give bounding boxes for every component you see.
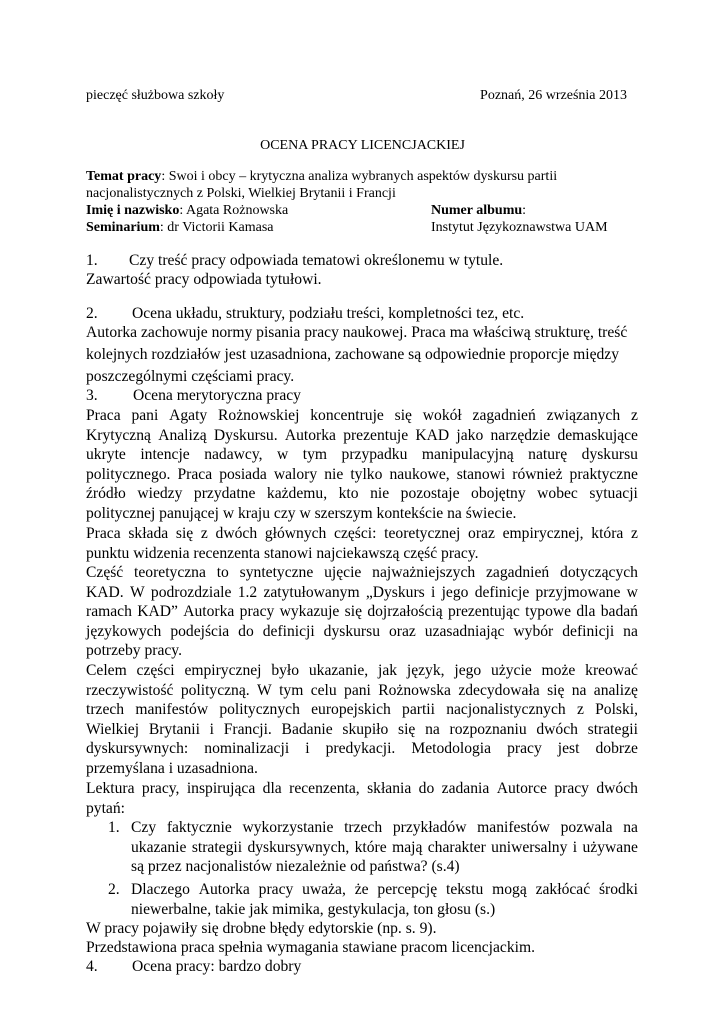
list-item-line: Dlaczego Autorka pracy uważa, że percepcję tekstu mogą zakłócać środki xyxy=(131,881,638,898)
editorial-errors-note: W pracy pojawiły się drobne błędy edytorskie (np. s. 9). xyxy=(86,920,437,937)
paragraph-4 xyxy=(86,661,638,779)
final-grade: Ocena pracy: bardzo dobry xyxy=(132,958,302,975)
paragraph-line: rzeczywistość polityczną. W tym celu pani Rożnowska zdecydowała się na analizę xyxy=(86,681,638,699)
paragraph-line: KAD. W podrozdziale 1.2 zatytułowanym „Dyskurs i jego definicje przyjmowane w xyxy=(86,583,638,601)
paragraph-line: dyskursywnych: nominalizacji i predykacji. Metodologia pracy jest dobrze xyxy=(86,740,638,758)
album-label: Numer albumu xyxy=(431,203,523,218)
answer-2-line-2: kolejnych rozdziałów jest uzasadniona, zachowane są odpowiednie proporcje między xyxy=(86,346,620,363)
question-1-number: 1. xyxy=(86,252,98,269)
list-item-last-line: są przez nacjonalistów niezależnie od państwa? (s.4) xyxy=(131,858,460,876)
paragraph-line: trzech manifestów politycznych europejskich partii nacjonalistycznych z Polski, xyxy=(86,701,638,719)
conclusion: Przedstawiona praca spełnia wymagania stawiane pracom licencjackim. xyxy=(86,939,535,956)
question-1: Czy treść pracy odpowiada tematowi określonemu w tytule. xyxy=(129,252,504,269)
question-3-number: 3. xyxy=(86,387,98,404)
paragraph-last-line: pytań: xyxy=(86,799,125,817)
paragraph-line: Praca składa się z dwóch głównych części: teoretycznej oraz empirycznej, która z xyxy=(86,525,638,542)
album-value: : xyxy=(522,203,527,218)
paragraph-line: ukryte intencje nadawcy, w tym przypadku manipulacyjną naturę dyskursu xyxy=(86,446,638,464)
seminar-label: Seminarium xyxy=(86,220,160,235)
institute: Instytut Językoznawstwa UAM xyxy=(431,220,608,235)
paragraph-last-line: przemyślana i uzasadniona. xyxy=(86,759,258,777)
topic-line-2: nacjonalistycznych z Polski, Wielkiej Brytanii i Francji xyxy=(86,186,396,201)
seminar-row xyxy=(86,219,273,236)
answer-2-line-3: poszczególnymi częściami pracy. xyxy=(86,368,295,385)
paragraph-last-line: punktu widzenia recenzenta stanowi najciekawszą część pracy. xyxy=(86,544,479,562)
paragraph-5 xyxy=(86,779,638,818)
question-3: Ocena merytoryczna pracy xyxy=(133,387,301,404)
topic-value: : Swoi i obcy – krytyczna analiza wybranych aspektów dyskursu partii xyxy=(161,169,558,184)
paragraph-line: językowych podejścia do definicji dyskursu oraz uzasadniając wybór definicji na xyxy=(86,622,638,640)
topic-label: Temat pracy xyxy=(86,169,162,184)
paragraph-last-line: potrzeby pracy. xyxy=(86,642,182,660)
list-item-1-number: 1. xyxy=(108,819,120,836)
list-item-1 xyxy=(131,818,638,877)
paragraph-2 xyxy=(86,524,638,563)
paragraph-line: politycznego. Praca posiada walory nie tylko naukowe, stanowi również praktyczne xyxy=(86,465,638,483)
place-date: Poznań, 26 września 2013 xyxy=(480,88,627,103)
list-item-line: Czy faktycznie wykorzystanie trzech przykładów manifestów pozwala na xyxy=(131,819,638,836)
list-item-2 xyxy=(131,880,638,919)
paragraph-line: Krytyczną Analizą Dyskursu. Autorka prezentuje KAD jako narzędzie demaskujące xyxy=(86,426,638,444)
topic-line-1 xyxy=(86,168,557,185)
paragraph-line: Lektura pracy, inspirująca dla recenzenta, skłania do zadania Autorce pracy dwóch xyxy=(86,780,638,797)
paragraph-line: ramach KAD” Autorka pracy wykazuje się dojrzałością prezentując typowe dla badań xyxy=(86,603,638,621)
name-label: Imię i nazwisko xyxy=(86,203,180,218)
question-2-number: 2. xyxy=(86,305,98,322)
paragraph-last-line: politycznej panującej w kraju czy w szerszym kontekście na świecie. xyxy=(86,504,517,522)
answer-2-line-1: Autorka zachowuje normy pisania pracy naukowej. Praca ma właściwą strukturę, treść xyxy=(86,324,628,341)
question-4-number: 4. xyxy=(86,958,98,975)
name-row xyxy=(86,202,288,219)
answer-1: Zawartość pracy odpowiada tytułowi. xyxy=(86,271,322,288)
paragraph-line: Praca pani Agaty Rożnowskiej koncentruje się wokół zagadnień związanych z xyxy=(86,407,638,424)
seminar-value: : dr Victorii Kamasa xyxy=(159,220,274,235)
paragraph-line: Wielkiej Brytanii i Francji. Badanie skupiło się na rozpoznaniu dwóch strategii xyxy=(86,720,638,738)
paragraph-line: źródło wiedzy przydatne każdemu, kto nie pozostaje obojętny wobec sytuacji xyxy=(86,485,638,503)
paragraph-line: Celem części empirycznej było ukazanie, jak język, jego użycie może kreować xyxy=(86,662,638,679)
school-stamp-label: pieczęć służbowa szkoły xyxy=(86,88,225,103)
list-item-2-number: 2. xyxy=(108,881,120,898)
list-item-last-line: niewerbalne, takie jak mimika, gestykulacja, ton głosu (s.) xyxy=(131,900,496,918)
page-title: OCENA PRACY LICENCJACKIEJ xyxy=(260,138,465,153)
paragraph-3 xyxy=(86,563,638,661)
paragraph-line: Część teoretyczna to syntetyczne ujęcie najważniejszych zagadnień dotyczących xyxy=(86,564,638,581)
name-value: : Agata Rożnowska xyxy=(179,203,289,218)
album-row xyxy=(431,202,526,219)
list-item-line: ukazanie strategii dyskursywnych, które mają charakter uniwersalny i używane xyxy=(131,838,638,856)
question-2: Ocena układu, struktury, podziału treści, kompletności tez, etc. xyxy=(132,305,525,322)
paragraph-1 xyxy=(86,406,638,524)
